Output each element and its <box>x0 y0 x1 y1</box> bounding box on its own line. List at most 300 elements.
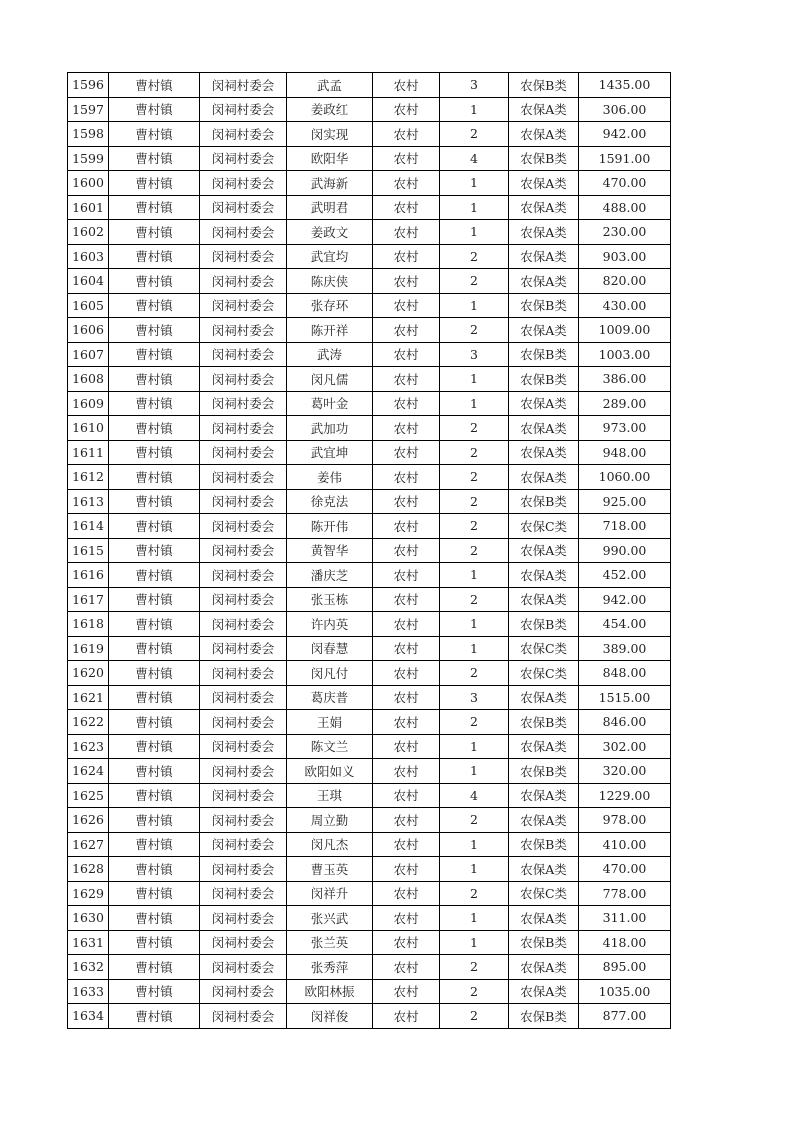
amount-cell: 430.00 <box>579 293 671 318</box>
table-row <box>68 734 671 759</box>
village-committee-cell: 闵祠村委会 <box>200 220 287 245</box>
person-name-cell: 闵祥升 <box>287 881 373 906</box>
insurance-category-cell: 农保B类 <box>509 1004 579 1029</box>
town-cell: 曹村镇 <box>109 563 200 588</box>
table-row <box>68 244 671 269</box>
table-row <box>68 955 671 980</box>
table-row <box>68 318 671 343</box>
village-committee-cell: 闵祠村委会 <box>200 514 287 539</box>
insurance-category-cell: 农保B类 <box>509 73 579 98</box>
insurance-category-cell: 农保B类 <box>509 293 579 318</box>
insurance-category-cell: 农保A类 <box>509 783 579 808</box>
member-count-cell: 1 <box>440 636 509 661</box>
table-row <box>68 97 671 122</box>
amount-cell: 386.00 <box>579 367 671 392</box>
row-number-cell: 1613 <box>68 489 109 514</box>
amount-cell: 1435.00 <box>579 73 671 98</box>
town-cell: 曹村镇 <box>109 342 200 367</box>
row-number-cell: 1612 <box>68 465 109 490</box>
person-name-cell: 武孟 <box>287 73 373 98</box>
table-row <box>68 930 671 955</box>
insurance-category-cell: 农保B类 <box>509 759 579 784</box>
household-type-cell: 农村 <box>373 636 440 661</box>
member-count-cell: 2 <box>440 1004 509 1029</box>
person-name-cell: 欧阳如义 <box>287 759 373 784</box>
amount-cell: 846.00 <box>579 710 671 735</box>
person-name-cell: 武明君 <box>287 195 373 220</box>
insurance-category-cell: 农保A类 <box>509 587 579 612</box>
table-row <box>68 832 671 857</box>
village-committee-cell: 闵祠村委会 <box>200 587 287 612</box>
household-type-cell: 农村 <box>373 465 440 490</box>
insurance-category-cell: 农保A类 <box>509 734 579 759</box>
village-committee-cell: 闵祠村委会 <box>200 832 287 857</box>
table-row <box>68 636 671 661</box>
member-count-cell: 1 <box>440 195 509 220</box>
row-number-cell: 1600 <box>68 171 109 196</box>
amount-cell: 942.00 <box>579 122 671 147</box>
town-cell: 曹村镇 <box>109 587 200 612</box>
insurance-category-cell: 农保A类 <box>509 906 579 931</box>
town-cell: 曹村镇 <box>109 514 200 539</box>
table-row <box>68 416 671 441</box>
row-number-cell: 1626 <box>68 808 109 833</box>
person-name-cell: 黄智华 <box>287 538 373 563</box>
household-type-cell: 农村 <box>373 97 440 122</box>
household-type-cell: 农村 <box>373 832 440 857</box>
member-count-cell: 2 <box>440 465 509 490</box>
table-row <box>68 489 671 514</box>
town-cell: 曹村镇 <box>109 293 200 318</box>
table-body <box>68 73 671 1029</box>
town-cell: 曹村镇 <box>109 759 200 784</box>
town-cell: 曹村镇 <box>109 612 200 637</box>
row-number-cell: 1619 <box>68 636 109 661</box>
member-count-cell: 1 <box>440 367 509 392</box>
insurance-category-cell: 农保C类 <box>509 514 579 539</box>
person-name-cell: 姜伟 <box>287 465 373 490</box>
member-count-cell: 2 <box>440 808 509 833</box>
insurance-category-cell: 农保A类 <box>509 416 579 441</box>
row-number-cell: 1607 <box>68 342 109 367</box>
member-count-cell: 1 <box>440 220 509 245</box>
allowance-table <box>67 72 671 1029</box>
town-cell: 曹村镇 <box>109 73 200 98</box>
town-cell: 曹村镇 <box>109 146 200 171</box>
household-type-cell: 农村 <box>373 416 440 441</box>
village-committee-cell: 闵祠村委会 <box>200 122 287 147</box>
village-committee-cell: 闵祠村委会 <box>200 1004 287 1029</box>
insurance-category-cell: 农保C类 <box>509 881 579 906</box>
amount-cell: 488.00 <box>579 195 671 220</box>
row-number-cell: 1602 <box>68 220 109 245</box>
village-committee-cell: 闵祠村委会 <box>200 538 287 563</box>
household-type-cell: 农村 <box>373 146 440 171</box>
insurance-category-cell: 农保A类 <box>509 318 579 343</box>
village-committee-cell: 闵祠村委会 <box>200 171 287 196</box>
amount-cell: 1035.00 <box>579 979 671 1004</box>
amount-cell: 848.00 <box>579 661 671 686</box>
person-name-cell: 闵实现 <box>287 122 373 147</box>
person-name-cell: 陈开伟 <box>287 514 373 539</box>
village-committee-cell: 闵祠村委会 <box>200 146 287 171</box>
row-number-cell: 1631 <box>68 930 109 955</box>
insurance-category-cell: 农保A类 <box>509 955 579 980</box>
village-committee-cell: 闵祠村委会 <box>200 734 287 759</box>
table-row <box>68 808 671 833</box>
insurance-category-cell: 农保A类 <box>509 685 579 710</box>
member-count-cell: 1 <box>440 832 509 857</box>
household-type-cell: 农村 <box>373 244 440 269</box>
row-number-cell: 1616 <box>68 563 109 588</box>
member-count-cell: 1 <box>440 759 509 784</box>
village-committee-cell: 闵祠村委会 <box>200 759 287 784</box>
table-row <box>68 1004 671 1029</box>
insurance-category-cell: 农保A类 <box>509 122 579 147</box>
person-name-cell: 闵凡付 <box>287 661 373 686</box>
table-row <box>68 857 671 882</box>
town-cell: 曹村镇 <box>109 955 200 980</box>
person-name-cell: 闵祥俊 <box>287 1004 373 1029</box>
member-count-cell: 2 <box>440 489 509 514</box>
household-type-cell: 农村 <box>373 171 440 196</box>
row-number-cell: 1633 <box>68 979 109 1004</box>
town-cell: 曹村镇 <box>109 1004 200 1029</box>
person-name-cell: 张兰英 <box>287 930 373 955</box>
person-name-cell: 陈开祥 <box>287 318 373 343</box>
village-committee-cell: 闵祠村委会 <box>200 391 287 416</box>
household-type-cell: 农村 <box>373 979 440 1004</box>
member-count-cell: 4 <box>440 783 509 808</box>
town-cell: 曹村镇 <box>109 906 200 931</box>
household-type-cell: 农村 <box>373 73 440 98</box>
household-type-cell: 农村 <box>373 587 440 612</box>
insurance-category-cell: 农保A类 <box>509 220 579 245</box>
amount-cell: 990.00 <box>579 538 671 563</box>
amount-cell: 877.00 <box>579 1004 671 1029</box>
row-number-cell: 1615 <box>68 538 109 563</box>
member-count-cell: 1 <box>440 857 509 882</box>
village-committee-cell: 闵祠村委会 <box>200 293 287 318</box>
member-count-cell: 3 <box>440 342 509 367</box>
amount-cell: 230.00 <box>579 220 671 245</box>
row-number-cell: 1606 <box>68 318 109 343</box>
row-number-cell: 1597 <box>68 97 109 122</box>
household-type-cell: 农村 <box>373 930 440 955</box>
member-count-cell: 2 <box>440 269 509 294</box>
household-type-cell: 农村 <box>373 710 440 735</box>
amount-cell: 1229.00 <box>579 783 671 808</box>
table-row <box>68 342 671 367</box>
insurance-category-cell: 农保A类 <box>509 979 579 1004</box>
person-name-cell: 张玉栋 <box>287 587 373 612</box>
amount-cell: 302.00 <box>579 734 671 759</box>
insurance-category-cell: 农保B类 <box>509 710 579 735</box>
table-row <box>68 122 671 147</box>
amount-cell: 306.00 <box>579 97 671 122</box>
person-name-cell: 武海新 <box>287 171 373 196</box>
household-type-cell: 农村 <box>373 808 440 833</box>
person-name-cell: 潘庆芝 <box>287 563 373 588</box>
household-type-cell: 农村 <box>373 342 440 367</box>
town-cell: 曹村镇 <box>109 195 200 220</box>
member-count-cell: 2 <box>440 710 509 735</box>
row-number-cell: 1629 <box>68 881 109 906</box>
amount-cell: 454.00 <box>579 612 671 637</box>
insurance-category-cell: 农保A类 <box>509 465 579 490</box>
insurance-category-cell: 农保B类 <box>509 930 579 955</box>
insurance-category-cell: 农保A类 <box>509 171 579 196</box>
person-name-cell: 许内英 <box>287 612 373 637</box>
village-committee-cell: 闵祠村委会 <box>200 269 287 294</box>
amount-cell: 778.00 <box>579 881 671 906</box>
row-number-cell: 1599 <box>68 146 109 171</box>
amount-cell: 311.00 <box>579 906 671 931</box>
town-cell: 曹村镇 <box>109 465 200 490</box>
person-name-cell: 欧阳华 <box>287 146 373 171</box>
insurance-category-cell: 农保A类 <box>509 195 579 220</box>
town-cell: 曹村镇 <box>109 979 200 1004</box>
person-name-cell: 葛叶金 <box>287 391 373 416</box>
person-name-cell: 闵凡杰 <box>287 832 373 857</box>
amount-cell: 470.00 <box>579 171 671 196</box>
household-type-cell: 农村 <box>373 906 440 931</box>
town-cell: 曹村镇 <box>109 318 200 343</box>
household-type-cell: 农村 <box>373 881 440 906</box>
member-count-cell: 1 <box>440 563 509 588</box>
insurance-category-cell: 农保A类 <box>509 391 579 416</box>
table-row <box>68 685 671 710</box>
member-count-cell: 2 <box>440 244 509 269</box>
village-committee-cell: 闵祠村委会 <box>200 906 287 931</box>
household-type-cell: 农村 <box>373 391 440 416</box>
amount-cell: 820.00 <box>579 269 671 294</box>
member-count-cell: 2 <box>440 538 509 563</box>
row-number-cell: 1632 <box>68 955 109 980</box>
row-number-cell: 1598 <box>68 122 109 147</box>
person-name-cell: 陈文兰 <box>287 734 373 759</box>
row-number-cell: 1623 <box>68 734 109 759</box>
town-cell: 曹村镇 <box>109 832 200 857</box>
household-type-cell: 农村 <box>373 955 440 980</box>
row-number-cell: 1601 <box>68 195 109 220</box>
village-committee-cell: 闵祠村委会 <box>200 881 287 906</box>
amount-cell: 718.00 <box>579 514 671 539</box>
person-name-cell: 王琪 <box>287 783 373 808</box>
table-row <box>68 146 671 171</box>
amount-cell: 1060.00 <box>579 465 671 490</box>
insurance-category-cell: 农保B类 <box>509 367 579 392</box>
household-type-cell: 农村 <box>373 1004 440 1029</box>
amount-cell: 1003.00 <box>579 342 671 367</box>
table-row <box>68 514 671 539</box>
village-committee-cell: 闵祠村委会 <box>200 685 287 710</box>
person-name-cell: 张兴武 <box>287 906 373 931</box>
village-committee-cell: 闵祠村委会 <box>200 636 287 661</box>
row-number-cell: 1608 <box>68 367 109 392</box>
household-type-cell: 农村 <box>373 783 440 808</box>
row-number-cell: 1625 <box>68 783 109 808</box>
town-cell: 曹村镇 <box>109 881 200 906</box>
town-cell: 曹村镇 <box>109 538 200 563</box>
member-count-cell: 1 <box>440 391 509 416</box>
village-committee-cell: 闵祠村委会 <box>200 930 287 955</box>
table-row <box>68 367 671 392</box>
table-row <box>68 881 671 906</box>
row-number-cell: 1630 <box>68 906 109 931</box>
town-cell: 曹村镇 <box>109 171 200 196</box>
village-committee-cell: 闵祠村委会 <box>200 342 287 367</box>
row-number-cell: 1605 <box>68 293 109 318</box>
row-number-cell: 1614 <box>68 514 109 539</box>
table-row <box>68 195 671 220</box>
town-cell: 曹村镇 <box>109 930 200 955</box>
town-cell: 曹村镇 <box>109 416 200 441</box>
person-name-cell: 武加功 <box>287 416 373 441</box>
village-committee-cell: 闵祠村委会 <box>200 367 287 392</box>
member-count-cell: 2 <box>440 416 509 441</box>
row-number-cell: 1622 <box>68 710 109 735</box>
person-name-cell: 王娟 <box>287 710 373 735</box>
row-number-cell: 1621 <box>68 685 109 710</box>
household-type-cell: 农村 <box>373 269 440 294</box>
person-name-cell: 张存环 <box>287 293 373 318</box>
insurance-category-cell: 农保C类 <box>509 661 579 686</box>
person-name-cell: 曹玉英 <box>287 857 373 882</box>
town-cell: 曹村镇 <box>109 783 200 808</box>
household-type-cell: 农村 <box>373 220 440 245</box>
amount-cell: 452.00 <box>579 563 671 588</box>
insurance-category-cell: 农保A类 <box>509 538 579 563</box>
household-type-cell: 农村 <box>373 318 440 343</box>
village-committee-cell: 闵祠村委会 <box>200 97 287 122</box>
town-cell: 曹村镇 <box>109 122 200 147</box>
member-count-cell: 3 <box>440 73 509 98</box>
amount-cell: 1515.00 <box>579 685 671 710</box>
member-count-cell: 3 <box>440 685 509 710</box>
insurance-category-cell: 农保A类 <box>509 97 579 122</box>
amount-cell: 942.00 <box>579 587 671 612</box>
town-cell: 曹村镇 <box>109 661 200 686</box>
table-row <box>68 710 671 735</box>
town-cell: 曹村镇 <box>109 244 200 269</box>
town-cell: 曹村镇 <box>109 857 200 882</box>
village-committee-cell: 闵祠村委会 <box>200 783 287 808</box>
insurance-category-cell: 农保B类 <box>509 612 579 637</box>
village-committee-cell: 闵祠村委会 <box>200 440 287 465</box>
town-cell: 曹村镇 <box>109 636 200 661</box>
person-name-cell: 张秀萍 <box>287 955 373 980</box>
village-committee-cell: 闵祠村委会 <box>200 73 287 98</box>
insurance-category-cell: 农保B类 <box>509 832 579 857</box>
member-count-cell: 2 <box>440 881 509 906</box>
village-committee-cell: 闵祠村委会 <box>200 563 287 588</box>
household-type-cell: 农村 <box>373 195 440 220</box>
town-cell: 曹村镇 <box>109 440 200 465</box>
person-name-cell: 周立勤 <box>287 808 373 833</box>
member-count-cell: 2 <box>440 661 509 686</box>
household-type-cell: 农村 <box>373 857 440 882</box>
amount-cell: 470.00 <box>579 857 671 882</box>
table-row <box>68 465 671 490</box>
household-type-cell: 农村 <box>373 612 440 637</box>
person-name-cell: 武涛 <box>287 342 373 367</box>
village-committee-cell: 闵祠村委会 <box>200 465 287 490</box>
amount-cell: 973.00 <box>579 416 671 441</box>
member-count-cell: 1 <box>440 293 509 318</box>
village-committee-cell: 闵祠村委会 <box>200 710 287 735</box>
member-count-cell: 1 <box>440 171 509 196</box>
person-name-cell: 姜政红 <box>287 97 373 122</box>
insurance-category-cell: 农保B类 <box>509 342 579 367</box>
amount-cell: 1591.00 <box>579 146 671 171</box>
member-count-cell: 1 <box>440 734 509 759</box>
household-type-cell: 农村 <box>373 563 440 588</box>
row-number-cell: 1609 <box>68 391 109 416</box>
amount-cell: 1009.00 <box>579 318 671 343</box>
town-cell: 曹村镇 <box>109 97 200 122</box>
insurance-category-cell: 农保C类 <box>509 636 579 661</box>
table-row <box>68 269 671 294</box>
household-type-cell: 农村 <box>373 734 440 759</box>
table-row <box>68 661 671 686</box>
amount-cell: 903.00 <box>579 244 671 269</box>
member-count-cell: 2 <box>440 514 509 539</box>
amount-cell: 410.00 <box>579 832 671 857</box>
village-committee-cell: 闵祠村委会 <box>200 979 287 1004</box>
member-count-cell: 2 <box>440 979 509 1004</box>
row-number-cell: 1634 <box>68 1004 109 1029</box>
row-number-cell: 1620 <box>68 661 109 686</box>
person-name-cell: 闵春慧 <box>287 636 373 661</box>
table-row <box>68 906 671 931</box>
row-number-cell: 1603 <box>68 244 109 269</box>
table-row <box>68 538 671 563</box>
household-type-cell: 农村 <box>373 367 440 392</box>
row-number-cell: 1610 <box>68 416 109 441</box>
town-cell: 曹村镇 <box>109 367 200 392</box>
row-number-cell: 1618 <box>68 612 109 637</box>
table-row <box>68 171 671 196</box>
person-name-cell: 欧阳林振 <box>287 979 373 1004</box>
village-committee-cell: 闵祠村委会 <box>200 195 287 220</box>
household-type-cell: 农村 <box>373 538 440 563</box>
town-cell: 曹村镇 <box>109 734 200 759</box>
amount-cell: 925.00 <box>579 489 671 514</box>
table-row <box>68 440 671 465</box>
table-row <box>68 73 671 98</box>
village-committee-cell: 闵祠村委会 <box>200 416 287 441</box>
table-row <box>68 612 671 637</box>
village-committee-cell: 闵祠村委会 <box>200 857 287 882</box>
row-number-cell: 1624 <box>68 759 109 784</box>
person-name-cell: 陈庆侠 <box>287 269 373 294</box>
town-cell: 曹村镇 <box>109 710 200 735</box>
person-name-cell: 姜政文 <box>287 220 373 245</box>
member-count-cell: 1 <box>440 612 509 637</box>
household-type-cell: 农村 <box>373 122 440 147</box>
village-committee-cell: 闵祠村委会 <box>200 955 287 980</box>
table-row <box>68 759 671 784</box>
amount-cell: 389.00 <box>579 636 671 661</box>
insurance-category-cell: 农保A类 <box>509 269 579 294</box>
person-name-cell: 武宜坤 <box>287 440 373 465</box>
member-count-cell: 4 <box>440 146 509 171</box>
member-count-cell: 2 <box>440 955 509 980</box>
row-number-cell: 1617 <box>68 587 109 612</box>
member-count-cell: 1 <box>440 930 509 955</box>
household-type-cell: 农村 <box>373 293 440 318</box>
